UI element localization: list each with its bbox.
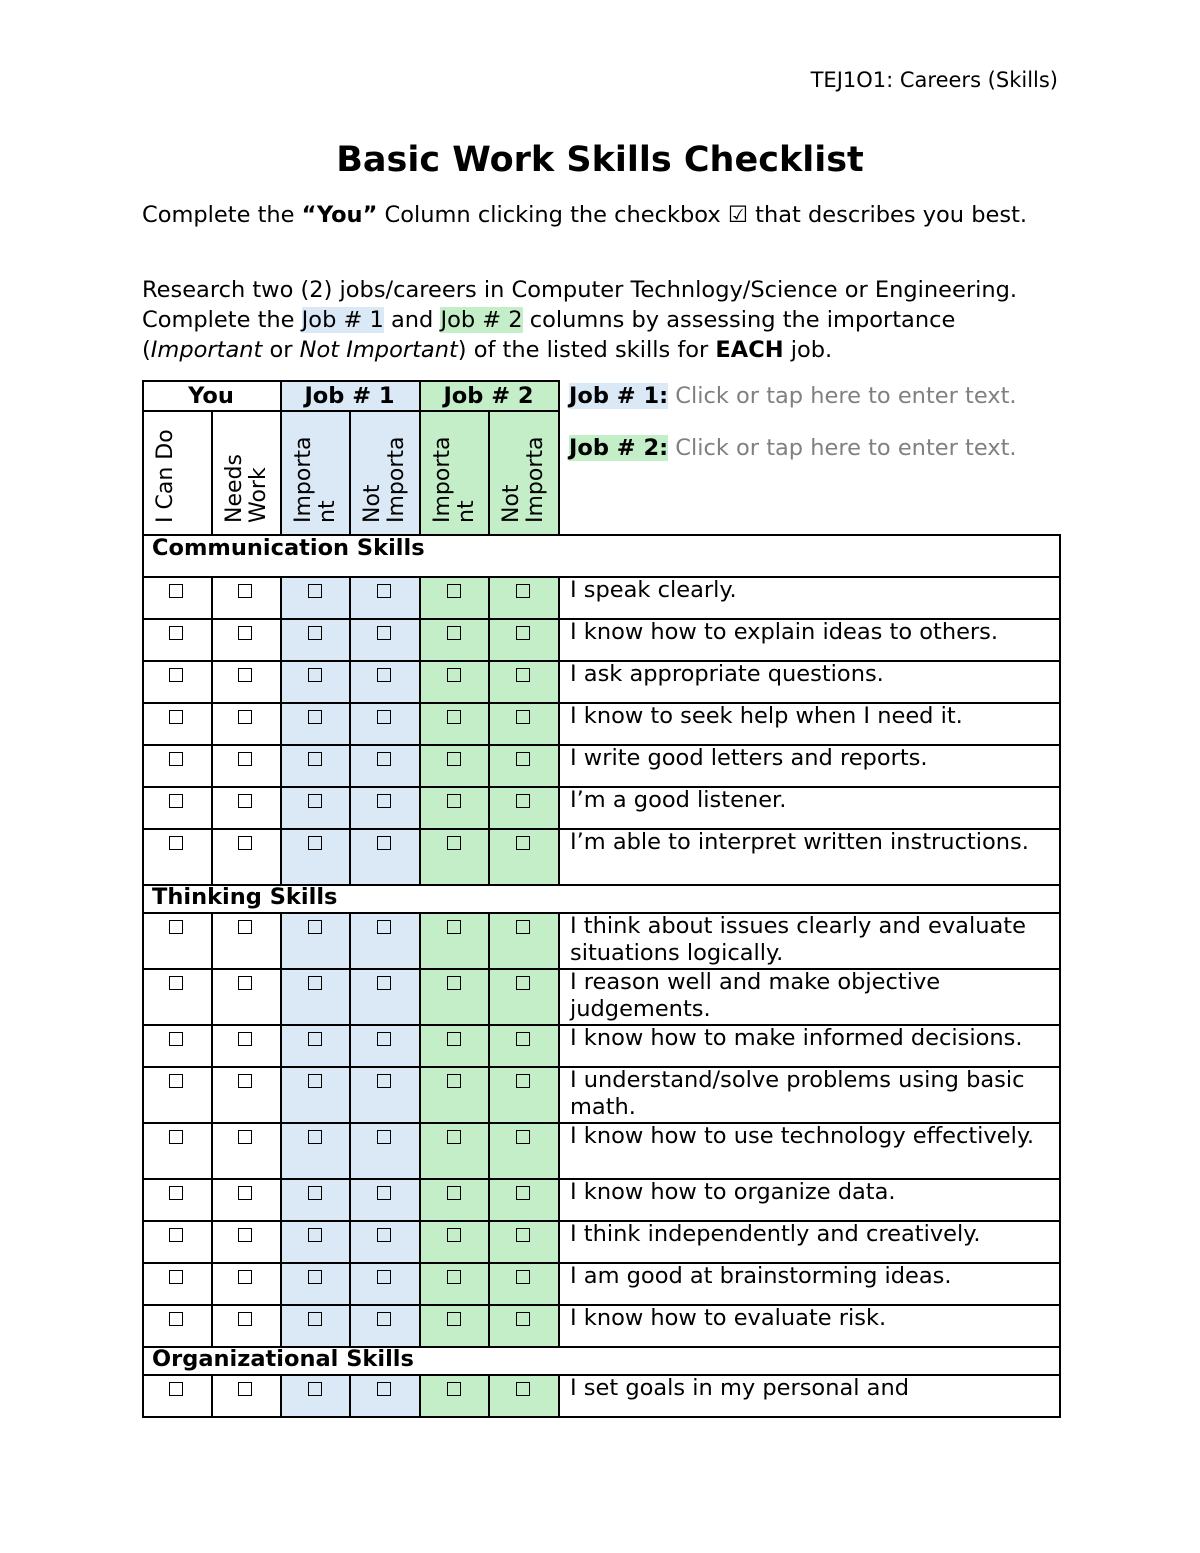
- cb-needs-work[interactable]: [238, 584, 252, 598]
- section-header: Communication Skills: [152, 535, 425, 561]
- skill-text: I speak clearly.: [570, 577, 737, 603]
- cb-job1-not-important[interactable]: [377, 920, 391, 934]
- cb-job1-not-important[interactable]: [377, 668, 391, 682]
- cb-can-do[interactable]: [169, 920, 183, 934]
- cb-job1-important[interactable]: [308, 794, 322, 808]
- cb-can-do[interactable]: [169, 1382, 183, 1396]
- cb-job2-important[interactable]: [447, 1074, 461, 1088]
- cb-needs-work[interactable]: [238, 920, 252, 934]
- cb-job1-important[interactable]: [308, 976, 322, 990]
- col-header-job2-important: Importa nt: [430, 436, 479, 523]
- cb-needs-work[interactable]: [238, 1032, 252, 1046]
- skill-text: I know how to make informed decisions.: [570, 1025, 1023, 1051]
- cb-job2-important[interactable]: [447, 1186, 461, 1200]
- cb-job1-important[interactable]: [308, 1312, 322, 1326]
- cb-job1-not-important[interactable]: [377, 1032, 391, 1046]
- cb-job2-not-important[interactable]: [516, 836, 530, 850]
- cb-job2-not-important[interactable]: [516, 1032, 530, 1046]
- cb-can-do[interactable]: [169, 1186, 183, 1200]
- cb-job2-not-important[interactable]: [516, 976, 530, 990]
- cb-job1-important[interactable]: [308, 836, 322, 850]
- cb-needs-work[interactable]: [238, 1130, 252, 1144]
- skill-text: I know how to use technology effectively.: [570, 1123, 1035, 1149]
- cb-job1-not-important[interactable]: [377, 1228, 391, 1242]
- cb-job1-important[interactable]: [308, 1270, 322, 1284]
- cb-needs-work[interactable]: [238, 976, 252, 990]
- skill-text: I’m able to interpret written instructions.: [570, 829, 1029, 855]
- cb-job2-not-important[interactable]: [516, 1270, 530, 1284]
- cb-job1-not-important[interactable]: [377, 794, 391, 808]
- cb-job2-important[interactable]: [447, 1382, 461, 1396]
- cb-needs-work[interactable]: [238, 1186, 252, 1200]
- cb-needs-work[interactable]: [238, 626, 252, 640]
- cb-job2-not-important[interactable]: [516, 752, 530, 766]
- cb-can-do[interactable]: [169, 710, 183, 724]
- cb-job2-important[interactable]: [447, 794, 461, 808]
- skill-text: I think about issues clearly and evaluate situations logically.: [570, 913, 1026, 966]
- section-header: Organizational Skills: [152, 1346, 414, 1372]
- col-header-job1-important: Importa nt: [291, 436, 340, 523]
- group-header-job1: Job # 1: [304, 383, 395, 409]
- job1-entry[interactable]: Job # 1: Click or tap here to enter text.: [569, 383, 1017, 409]
- job1-text-field[interactable]: Click or tap here to enter text.: [675, 383, 1017, 409]
- cb-job1-not-important[interactable]: [377, 626, 391, 640]
- cb-job2-not-important[interactable]: [516, 584, 530, 598]
- skill-text: I ask appropriate questions.: [570, 661, 884, 687]
- cb-job1-not-important[interactable]: [377, 1312, 391, 1326]
- cb-can-do[interactable]: [169, 1312, 183, 1326]
- col-header-job1-not-important: Not Importa: [360, 436, 409, 523]
- page-title: Basic Work Skills Checklist: [336, 140, 864, 180]
- cb-job2-important[interactable]: [447, 626, 461, 640]
- cb-job2-not-important[interactable]: [516, 668, 530, 682]
- cb-job1-not-important[interactable]: [377, 1382, 391, 1396]
- cb-can-do[interactable]: [169, 836, 183, 850]
- cb-job2-important[interactable]: [447, 710, 461, 724]
- cb-needs-work[interactable]: [238, 710, 252, 724]
- cb-job2-important[interactable]: [447, 836, 461, 850]
- skill-text: I set goals in my personal and: [570, 1375, 909, 1401]
- cb-job2-not-important[interactable]: [516, 1382, 530, 1396]
- cb-job1-important[interactable]: [308, 668, 322, 682]
- cb-job1-not-important[interactable]: [377, 1270, 391, 1284]
- cb-job1-important[interactable]: [308, 1074, 322, 1088]
- skill-text: I know how to explain ideas to others.: [570, 619, 999, 645]
- cb-job1-not-important[interactable]: [377, 1130, 391, 1144]
- group-header-job2: Job # 2: [443, 383, 534, 409]
- cb-can-do[interactable]: [169, 794, 183, 808]
- cb-job2-not-important[interactable]: [516, 1186, 530, 1200]
- cb-job1-important[interactable]: [308, 1032, 322, 1046]
- cb-job1-important[interactable]: [308, 920, 322, 934]
- cb-job2-important[interactable]: [447, 1032, 461, 1046]
- cb-job1-important[interactable]: [308, 1130, 322, 1144]
- col-header-job2-not-important: Not Importa: [499, 436, 548, 523]
- cb-job2-not-important[interactable]: [516, 794, 530, 808]
- cb-can-do[interactable]: [169, 976, 183, 990]
- cb-job1-not-important[interactable]: [377, 752, 391, 766]
- cb-can-do[interactable]: [169, 668, 183, 682]
- cb-needs-work[interactable]: [238, 1312, 252, 1326]
- job2-text-field[interactable]: Click or tap here to enter text.: [675, 435, 1017, 461]
- cb-job2-important[interactable]: [447, 920, 461, 934]
- cb-job1-important[interactable]: [308, 1228, 322, 1242]
- cb-needs-work[interactable]: [238, 1270, 252, 1284]
- cb-can-do[interactable]: [169, 1270, 183, 1284]
- cb-can-do[interactable]: [169, 584, 183, 598]
- skill-text: I understand/solve problems using basic math.: [570, 1067, 1025, 1120]
- cb-job1-important[interactable]: [308, 1382, 322, 1396]
- instructions-paragraph-1: Complete the “You” Column clicking the checkbox ☑ that describes you best.: [142, 202, 1028, 228]
- cb-needs-work[interactable]: [238, 752, 252, 766]
- col-header-i-can-do: I Can Do: [153, 429, 178, 523]
- cb-job2-important[interactable]: [447, 584, 461, 598]
- cb-needs-work[interactable]: [238, 1382, 252, 1396]
- col-header-needs-work: Needs Work: [222, 454, 271, 523]
- cb-job1-not-important[interactable]: [377, 1074, 391, 1088]
- cb-job1-not-important[interactable]: [377, 584, 391, 598]
- cb-job2-not-important[interactable]: [516, 710, 530, 724]
- cb-can-do[interactable]: [169, 1032, 183, 1046]
- cb-job2-important[interactable]: [447, 1270, 461, 1284]
- cb-job1-important[interactable]: [308, 584, 322, 598]
- cb-job2-not-important[interactable]: [516, 626, 530, 640]
- skill-text: I know to seek help when I need it.: [570, 703, 963, 729]
- cb-needs-work[interactable]: [238, 794, 252, 808]
- skill-text: I know how to evaluate risk.: [570, 1305, 887, 1331]
- cb-can-do[interactable]: [169, 752, 183, 766]
- cb-job2-important[interactable]: [447, 1312, 461, 1326]
- skill-text: I think independently and creatively.: [570, 1221, 981, 1247]
- skill-text: I’m a good listener.: [570, 787, 787, 813]
- cb-job2-not-important[interactable]: [516, 920, 530, 934]
- cb-job2-not-important[interactable]: [516, 1130, 530, 1144]
- course-header: TEJ1O1: Careers (Skills): [810, 68, 1058, 92]
- cb-job2-important[interactable]: [447, 1130, 461, 1144]
- cb-can-do[interactable]: [169, 626, 183, 640]
- cb-job2-important[interactable]: [447, 668, 461, 682]
- cb-job1-important[interactable]: [308, 1186, 322, 1200]
- cb-can-do[interactable]: [169, 1130, 183, 1144]
- cb-needs-work[interactable]: [238, 668, 252, 682]
- skill-text: I am good at brainstorming ideas.: [570, 1263, 952, 1289]
- group-header-you: You: [188, 383, 234, 409]
- cb-needs-work[interactable]: [238, 1228, 252, 1242]
- cb-job1-not-important[interactable]: [377, 1186, 391, 1200]
- cb-job2-important[interactable]: [447, 752, 461, 766]
- cb-job1-not-important[interactable]: [377, 710, 391, 724]
- cb-job1-important[interactable]: [308, 626, 322, 640]
- instructions-paragraph-2: Research two (2) jobs/careers in Computer Technlogy/Science or Engineering. Complete the Job # 1 and Job # 2 columns by assessing the importance (Important or Not Important) of the listed skills for EACH job.: [142, 277, 1018, 363]
- cb-job2-not-important[interactable]: [516, 1228, 530, 1242]
- skill-text: I reason well and make objective judgements.: [570, 969, 941, 1022]
- cb-job2-not-important[interactable]: [516, 1074, 530, 1088]
- section-header: Thinking Skills: [152, 884, 338, 910]
- cb-can-do[interactable]: [169, 1074, 183, 1088]
- cb-job1-not-important[interactable]: [377, 836, 391, 850]
- skill-text: I know how to organize data.: [570, 1179, 896, 1205]
- cb-job2-important[interactable]: [447, 976, 461, 990]
- cb-job2-not-important[interactable]: [516, 1312, 530, 1326]
- cb-job1-important[interactable]: [308, 752, 322, 766]
- cb-needs-work[interactable]: [238, 1074, 252, 1088]
- skill-text: I write good letters and reports.: [570, 745, 928, 771]
- job2-entry[interactable]: Job # 2: Click or tap here to enter text.: [569, 435, 1017, 461]
- cb-can-do[interactable]: [169, 1228, 183, 1242]
- cb-job1-important[interactable]: [308, 710, 322, 724]
- cb-job2-important[interactable]: [447, 1228, 461, 1242]
- cb-job1-not-important[interactable]: [377, 976, 391, 990]
- cb-needs-work[interactable]: [238, 836, 252, 850]
